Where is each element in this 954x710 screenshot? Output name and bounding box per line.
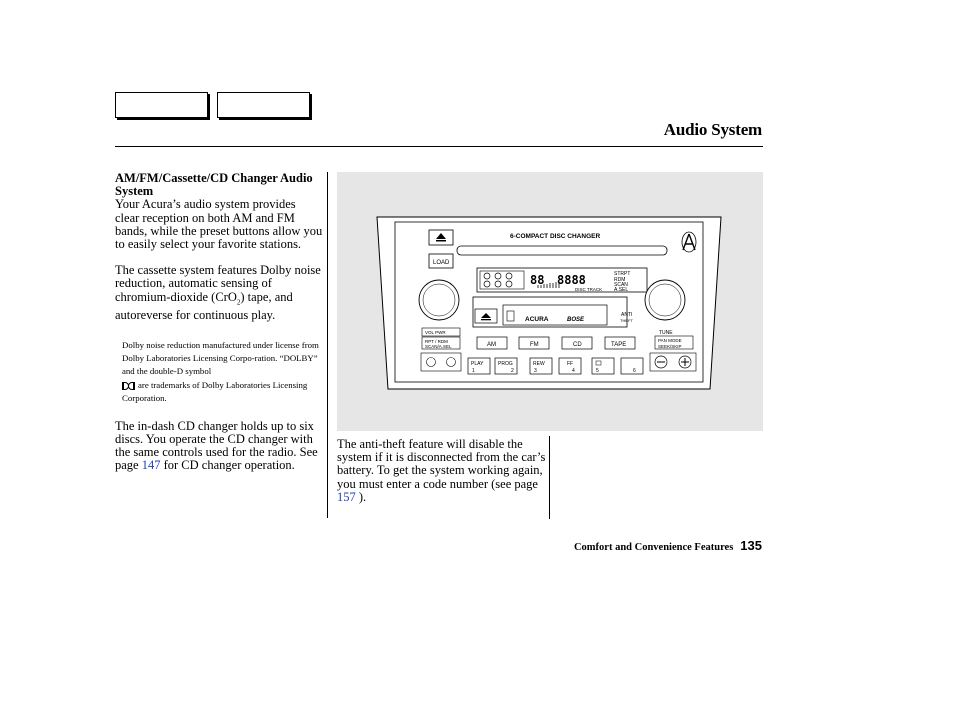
preset-4-name: FF bbox=[567, 361, 574, 367]
am-label: AM bbox=[487, 342, 496, 348]
page-title: Audio System bbox=[663, 120, 762, 139]
cassette-text-b: ) tape, and autoreverse for continuous play. bbox=[115, 289, 293, 323]
seek-skip-label: SEEK/SKIP bbox=[658, 344, 682, 349]
tune-label: TUNE bbox=[659, 330, 673, 336]
preset-1-name: PLAY bbox=[471, 361, 484, 367]
footer-section: Comfort and Convenience Features bbox=[573, 542, 734, 553]
preset-3-name: REW bbox=[533, 361, 545, 367]
display-digits-right: 8888 bbox=[557, 273, 586, 287]
bass-knob[interactable] bbox=[427, 358, 436, 367]
double-d-icon bbox=[122, 382, 134, 389]
cd-slot-label: 6-COMPACT DISC CHANGER bbox=[510, 233, 601, 240]
column-divider bbox=[327, 172, 328, 518]
title-rule bbox=[115, 146, 763, 147]
display-rdm: RDM bbox=[614, 277, 626, 283]
preset-6-button[interactable] bbox=[621, 358, 643, 374]
bose-label: BOSE bbox=[567, 317, 585, 323]
page-link-157[interactable]: 157 bbox=[337, 489, 356, 504]
dolby-note-line2: are trademarks of Dolby Laboratories Licensing Corporation. bbox=[122, 379, 308, 404]
scan-asel-label: SCAN/A.SEL bbox=[425, 344, 452, 349]
paragraph-cd-changer: The in-dash CD changer holds up to six discs. You operate the CD changer with the same controls used for the radio. See page 147 for CD changer operation. bbox=[115, 418, 318, 473]
column-1 bbox=[115, 172, 323, 472]
fm-label: FM bbox=[530, 342, 539, 348]
tune-knob[interactable] bbox=[645, 280, 685, 320]
rpt-rdm-label: RPT / RDM bbox=[425, 339, 448, 344]
display-digits-left: 88 bbox=[530, 273, 545, 287]
tape-eject-bar-icon bbox=[481, 319, 491, 320]
preset-6-num: 6 bbox=[633, 368, 636, 374]
preset-5-num: 5 bbox=[596, 368, 599, 374]
anti-theft-label-2: THEFT bbox=[620, 318, 633, 323]
load-label: LOAD bbox=[433, 260, 450, 266]
treble-knob[interactable] bbox=[447, 358, 456, 367]
column-2 bbox=[337, 438, 547, 504]
cd-slot bbox=[457, 246, 667, 255]
volume-knob[interactable] bbox=[419, 280, 459, 320]
display-strpt: STRPT bbox=[614, 271, 631, 277]
paragraph-cassette bbox=[115, 264, 323, 322]
nav-button-previous[interactable] bbox=[115, 92, 208, 118]
dolby-note bbox=[115, 339, 323, 406]
preset-4-num: 4 bbox=[572, 368, 575, 374]
anti-theft-label-1: ANTI bbox=[621, 312, 633, 318]
page-footer bbox=[574, 538, 762, 553]
page-link-147[interactable]: 147 bbox=[141, 458, 161, 473]
preset-1-num: 1 bbox=[472, 368, 475, 374]
cro2-subscript: 2 bbox=[236, 298, 241, 307]
paragraph-intro: Your Acura’s audio system provides clear reception on both AM and FM bands, while the preset buttons allow you to easily select your favorite stations. bbox=[115, 197, 323, 252]
cd-label: CD bbox=[573, 342, 582, 348]
preset-2-name: PROG bbox=[498, 361, 513, 367]
eject-bar-icon bbox=[436, 240, 446, 242]
preset-2-num: 2 bbox=[511, 368, 514, 374]
display-asel: A.SEL bbox=[614, 287, 629, 293]
display-scan: SCAN bbox=[614, 282, 628, 288]
brand-label: ACURA bbox=[525, 316, 549, 323]
dolby-note-line1: Dolby noise reduction manufactured under license from Dolby Laboratories Licensing Corpo-ration. “DOLBY” and the double-D symbol bbox=[122, 339, 319, 377]
paragraph-anti-theft: The anti-theft feature will disable the system if it is disconnected from the car’s battery. To get the system working again, you must enter a code number (see page 157 ). bbox=[337, 437, 546, 504]
column-divider-2 bbox=[549, 436, 550, 519]
display-disc-track: DISC TRACK bbox=[575, 287, 603, 292]
nav-button-next[interactable] bbox=[217, 92, 310, 118]
vol-pwr-label: VOL PWR bbox=[425, 330, 446, 335]
cassette-text-a: The cassette system features Dolby noise reduction, automatic sensing of chromium-dioxide (CrO bbox=[115, 263, 321, 304]
cassette-door bbox=[503, 305, 607, 325]
preset-3-num: 3 bbox=[534, 368, 537, 374]
audio-unit-figure bbox=[337, 172, 763, 431]
page-number: 135 bbox=[740, 538, 762, 553]
pan-mode-label: PAN MODE bbox=[658, 338, 682, 343]
tape-label: TAPE bbox=[611, 342, 627, 348]
section-heading: AM/FM/Cassette/CD Changer Audio System bbox=[115, 171, 313, 199]
